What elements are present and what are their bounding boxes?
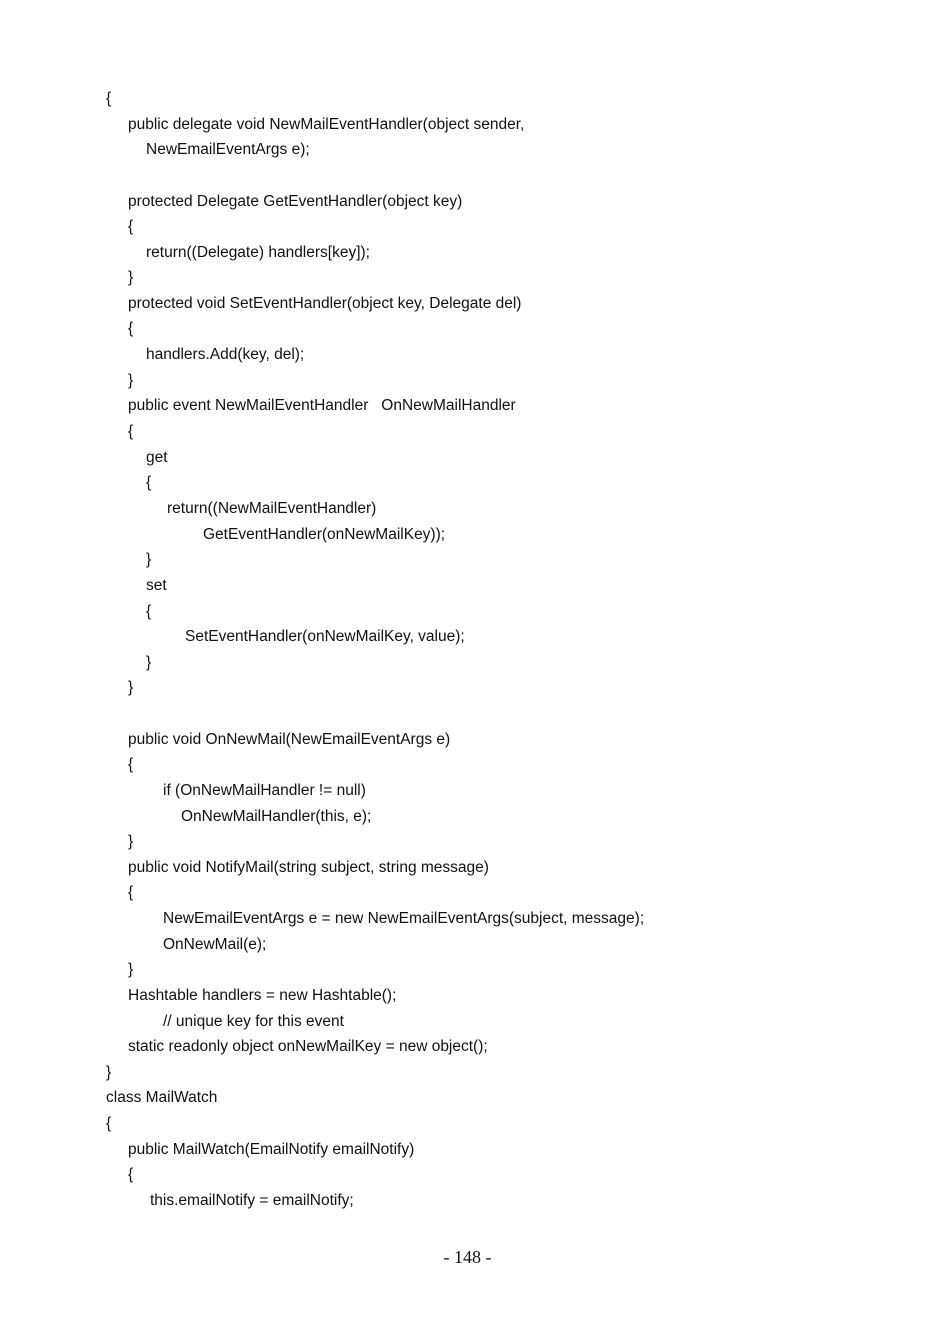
page-number: - 148 - bbox=[443, 1247, 492, 1267]
code-line: } bbox=[128, 269, 134, 286]
code-line: this.emailNotify = emailNotify; bbox=[150, 1192, 354, 1209]
code-line: // unique key for this event bbox=[163, 1013, 344, 1030]
code-line: NewEmailEventArgs e); bbox=[146, 141, 310, 158]
code-line: { bbox=[146, 603, 152, 620]
code-line: public delegate void NewMailEventHandler(object sender, bbox=[128, 116, 525, 133]
code-line: } bbox=[128, 679, 134, 696]
code-line: protected void SetEventHandler(object key, Delegate del) bbox=[128, 295, 522, 312]
code-line: public MailWatch(EmailNotify emailNotify) bbox=[128, 1141, 415, 1158]
code-line: } bbox=[106, 1064, 112, 1081]
code-line: } bbox=[128, 961, 134, 978]
code-line: get bbox=[146, 449, 168, 466]
code-line: public void OnNewMail(NewEmailEventArgs e) bbox=[128, 731, 451, 748]
code-line: } bbox=[146, 654, 152, 671]
code-line: { bbox=[128, 320, 134, 337]
code-line: return((Delegate) handlers[key]); bbox=[146, 244, 370, 261]
code-line: return((NewMailEventHandler) bbox=[167, 500, 377, 517]
code-line: OnNewMail(e); bbox=[163, 936, 267, 953]
code-line: { bbox=[128, 1166, 134, 1183]
code-line: class MailWatch bbox=[106, 1089, 218, 1106]
code-line: public event NewMailEventHandler OnNewMailHandler bbox=[128, 397, 516, 414]
code-line: { bbox=[128, 884, 134, 901]
code-line: Hashtable handlers = new Hashtable(); bbox=[128, 987, 397, 1004]
code-line: { bbox=[106, 1115, 112, 1132]
code-line: static readonly object onNewMailKey = new object(); bbox=[128, 1038, 488, 1055]
code-line: { bbox=[106, 90, 112, 107]
code-line: NewEmailEventArgs e = new NewEmailEventArgs(subject, message); bbox=[163, 910, 645, 927]
code-line: } bbox=[128, 372, 134, 389]
code-line: { bbox=[146, 474, 152, 491]
code-line: } bbox=[146, 551, 152, 568]
code-line: { bbox=[128, 756, 134, 773]
code-line: handlers.Add(key, del); bbox=[146, 346, 305, 363]
code-line: set bbox=[146, 577, 167, 594]
code-line: } bbox=[128, 833, 134, 850]
code-line: SetEventHandler(onNewMailKey, value); bbox=[185, 628, 465, 645]
code-line: { bbox=[128, 423, 134, 440]
code-line: GetEventHandler(onNewMailKey)); bbox=[203, 526, 446, 543]
code-line: if (OnNewMailHandler != null) bbox=[163, 782, 366, 799]
code-line: { bbox=[128, 218, 134, 235]
code-line: protected Delegate GetEventHandler(object key) bbox=[128, 193, 463, 210]
code-line: public void NotifyMail(string subject, string message) bbox=[128, 859, 489, 876]
code-line: OnNewMailHandler(this, e); bbox=[181, 808, 372, 825]
